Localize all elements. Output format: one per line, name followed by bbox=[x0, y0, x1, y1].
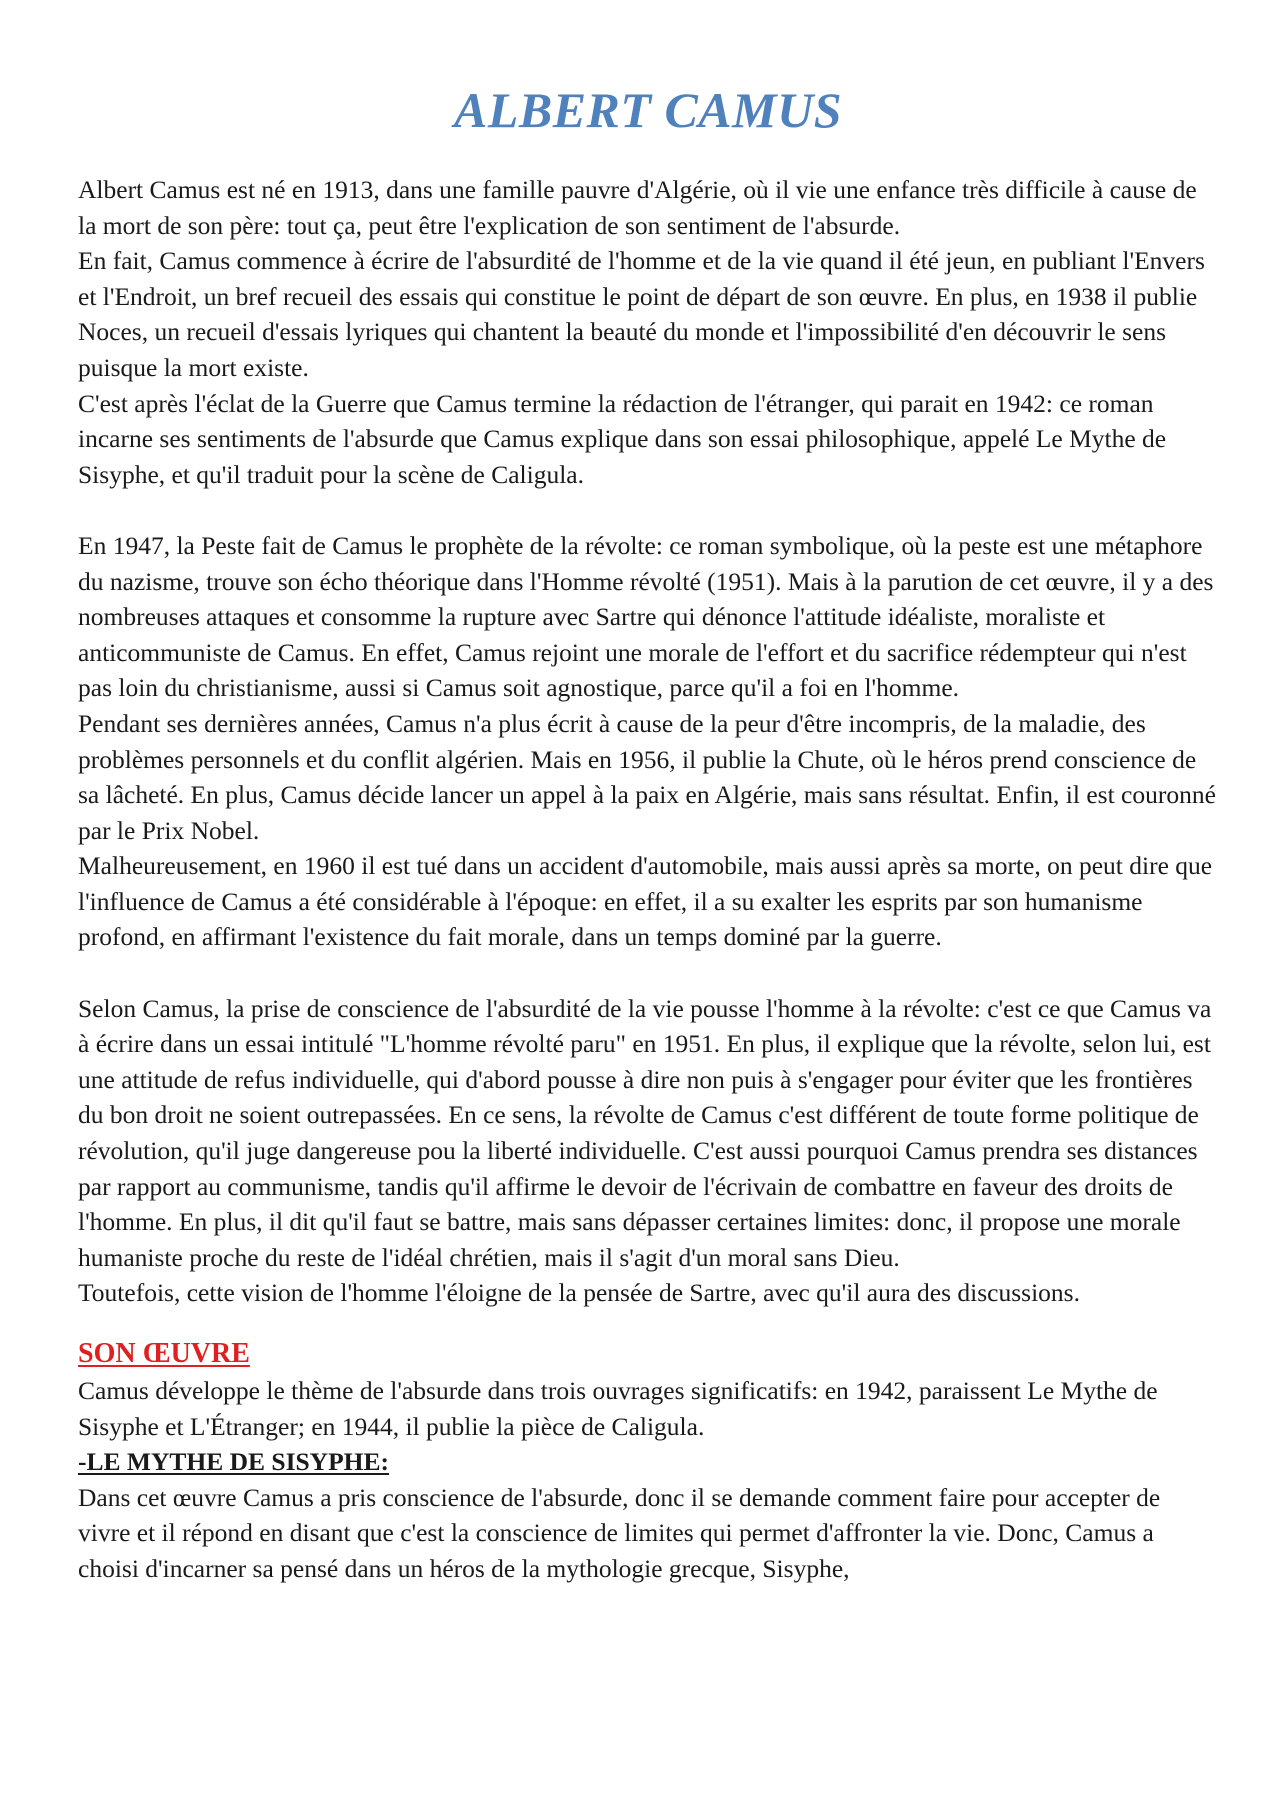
paragraph-birth: Albert Camus est né en 1913, dans une famille pauvre d'Algérie, où il vie une enfance très difficile à cause de la mort de son père: tout ça, peut être l'explication de son sentiment de l'absurde. bbox=[78, 175, 1197, 240]
paragraph-early-works: En fait, Camus commence à écrire de l'absurdité de l'homme et de la vie quand il été jeun, en publiant l'Envers et l'Endroit, un bref recueil des essais qui constitue le point de départ de son œuvre. En plus, en 1938 il publie Noces, un recueil d'essais lyriques qui chantent la beauté du monde et l'impossibilité d'en découvrir le sens puisque la mort existe. bbox=[78, 246, 1205, 382]
document-body bbox=[78, 172, 1218, 1587]
sub-heading-mythe: -LE MYTHE DE SISYPHE: bbox=[78, 1447, 390, 1477]
paragraph-oeuvre-intro: Camus développe le thème de l'absurde dans trois ouvrages significatifs: en 1942, paraissent Le Mythe de Sisyphe et L'Étranger; en 1944, il publie la pièce de Caligula. bbox=[78, 1376, 1158, 1441]
paragraph-gap bbox=[78, 492, 1218, 528]
paragraph-gap bbox=[78, 955, 1218, 991]
document-title: ALBERT CAMUS bbox=[453, 82, 843, 138]
paragraph-mythe: Dans cet œuvre Camus a pris conscience de l'absurde, donc il se demande comment faire pour accepter de vivre et il répond en disant que c'est la conscience de limites qui permet d'affronter la vie. Donc, Camus a choisi d'incarner sa pensé dans un héros de la mythologie grecque, Sisyphe, bbox=[78, 1482, 1161, 1583]
paragraph-sartre: Toutefois, cette vision de l'homme l'éloigne de la pensée de Sartre, avec qu'il aura des discussions. bbox=[78, 1278, 1080, 1308]
paragraph-last-years: Pendant ses dernières années, Camus n'a plus écrit à cause de la peur d'être incompris, de la maladie, des problèmes personnels et du conflit algérien. Mais en 1956, il publie la Chute, où le héros prend conscience de sa lâcheté. En plus, Camus décide lancer un appel à la paix en Algérie, mais sans résultat. Enfin, il est couronné par le Prix Nobel. bbox=[78, 708, 1216, 845]
paragraph-death: Malheureusement, en 1960 il est tué dans un accident d'automobile, mais aussi après sa morte, on peut dire que l'influence de Camus a été considérable à l'époque: en effet, il a su exalter les esprits par son humanisme profond, en affirmant l'existence du fait morale, dans un temps dominé par la guerre. bbox=[78, 851, 1213, 952]
document-page bbox=[78, 0, 1218, 1587]
paragraph-revolt: Selon Camus, la prise de conscience de l'absurdité de la vie pousse l'homme à la révolte: c'est ce que Camus va à écrire dans un essai intitulé "L'homme révolté paru" en 1951. En plus, il explique que la révolte, selon lui, est une attitude de refus individuelle, qui d'abord pousse à dire non puis à s'engager pour éviter que les frontières du bon droit ne soient outrepassées. En ce sens, la révolte de Camus c'est différent de toute forme politique de révolution, qu'il juge dangereuse pou la liberté individuelle. C'est aussi pourquoi Camus prendra ses distances par rapport au communisme, tandis qu'il affirme le devoir de l'écrivain de combattre en faveur des droits de l'homme. En plus, il dit qu'il faut se battre, mais sans dépasser certaines limites: donc, il propose une morale humaniste proche du reste de l'idéal chrétien, mais il s'agit d'un moral sans Dieu. bbox=[78, 993, 1212, 1272]
section-heading-oeuvre: SON ŒUVRE bbox=[78, 1338, 250, 1369]
paragraph-etranger: C'est après l'éclat de la Guerre que Camus termine la rédaction de l'étranger, qui parait en 1942: ce roman incarne ses sentiments de l'absurde que Camus explique dans son essai philosophique, appelé Le Mythe de Sisyphe, et qu'il traduit pour la scène de Caligula. bbox=[78, 388, 1167, 489]
paragraph-la-peste: En 1947, la Peste fait de Camus le prophète de la révolte: ce roman symbolique, où la peste est une métaphore du nazisme, trouve son écho théorique dans l'Homme révolté (1951). Mais à la parution de cet œuvre, il y a des nombreuses attaques et consomme la rupture avec Sartre qui dénonce l'attitude idéaliste, moraliste et anticommuniste de Camus. En effet, Camus rejoint une morale de l'effort et du sacrifice rédempteur qui n'est pas loin du christianisme, aussi si Camus soit agnostique, parce qu'il a foi en l'homme. bbox=[78, 530, 1214, 703]
